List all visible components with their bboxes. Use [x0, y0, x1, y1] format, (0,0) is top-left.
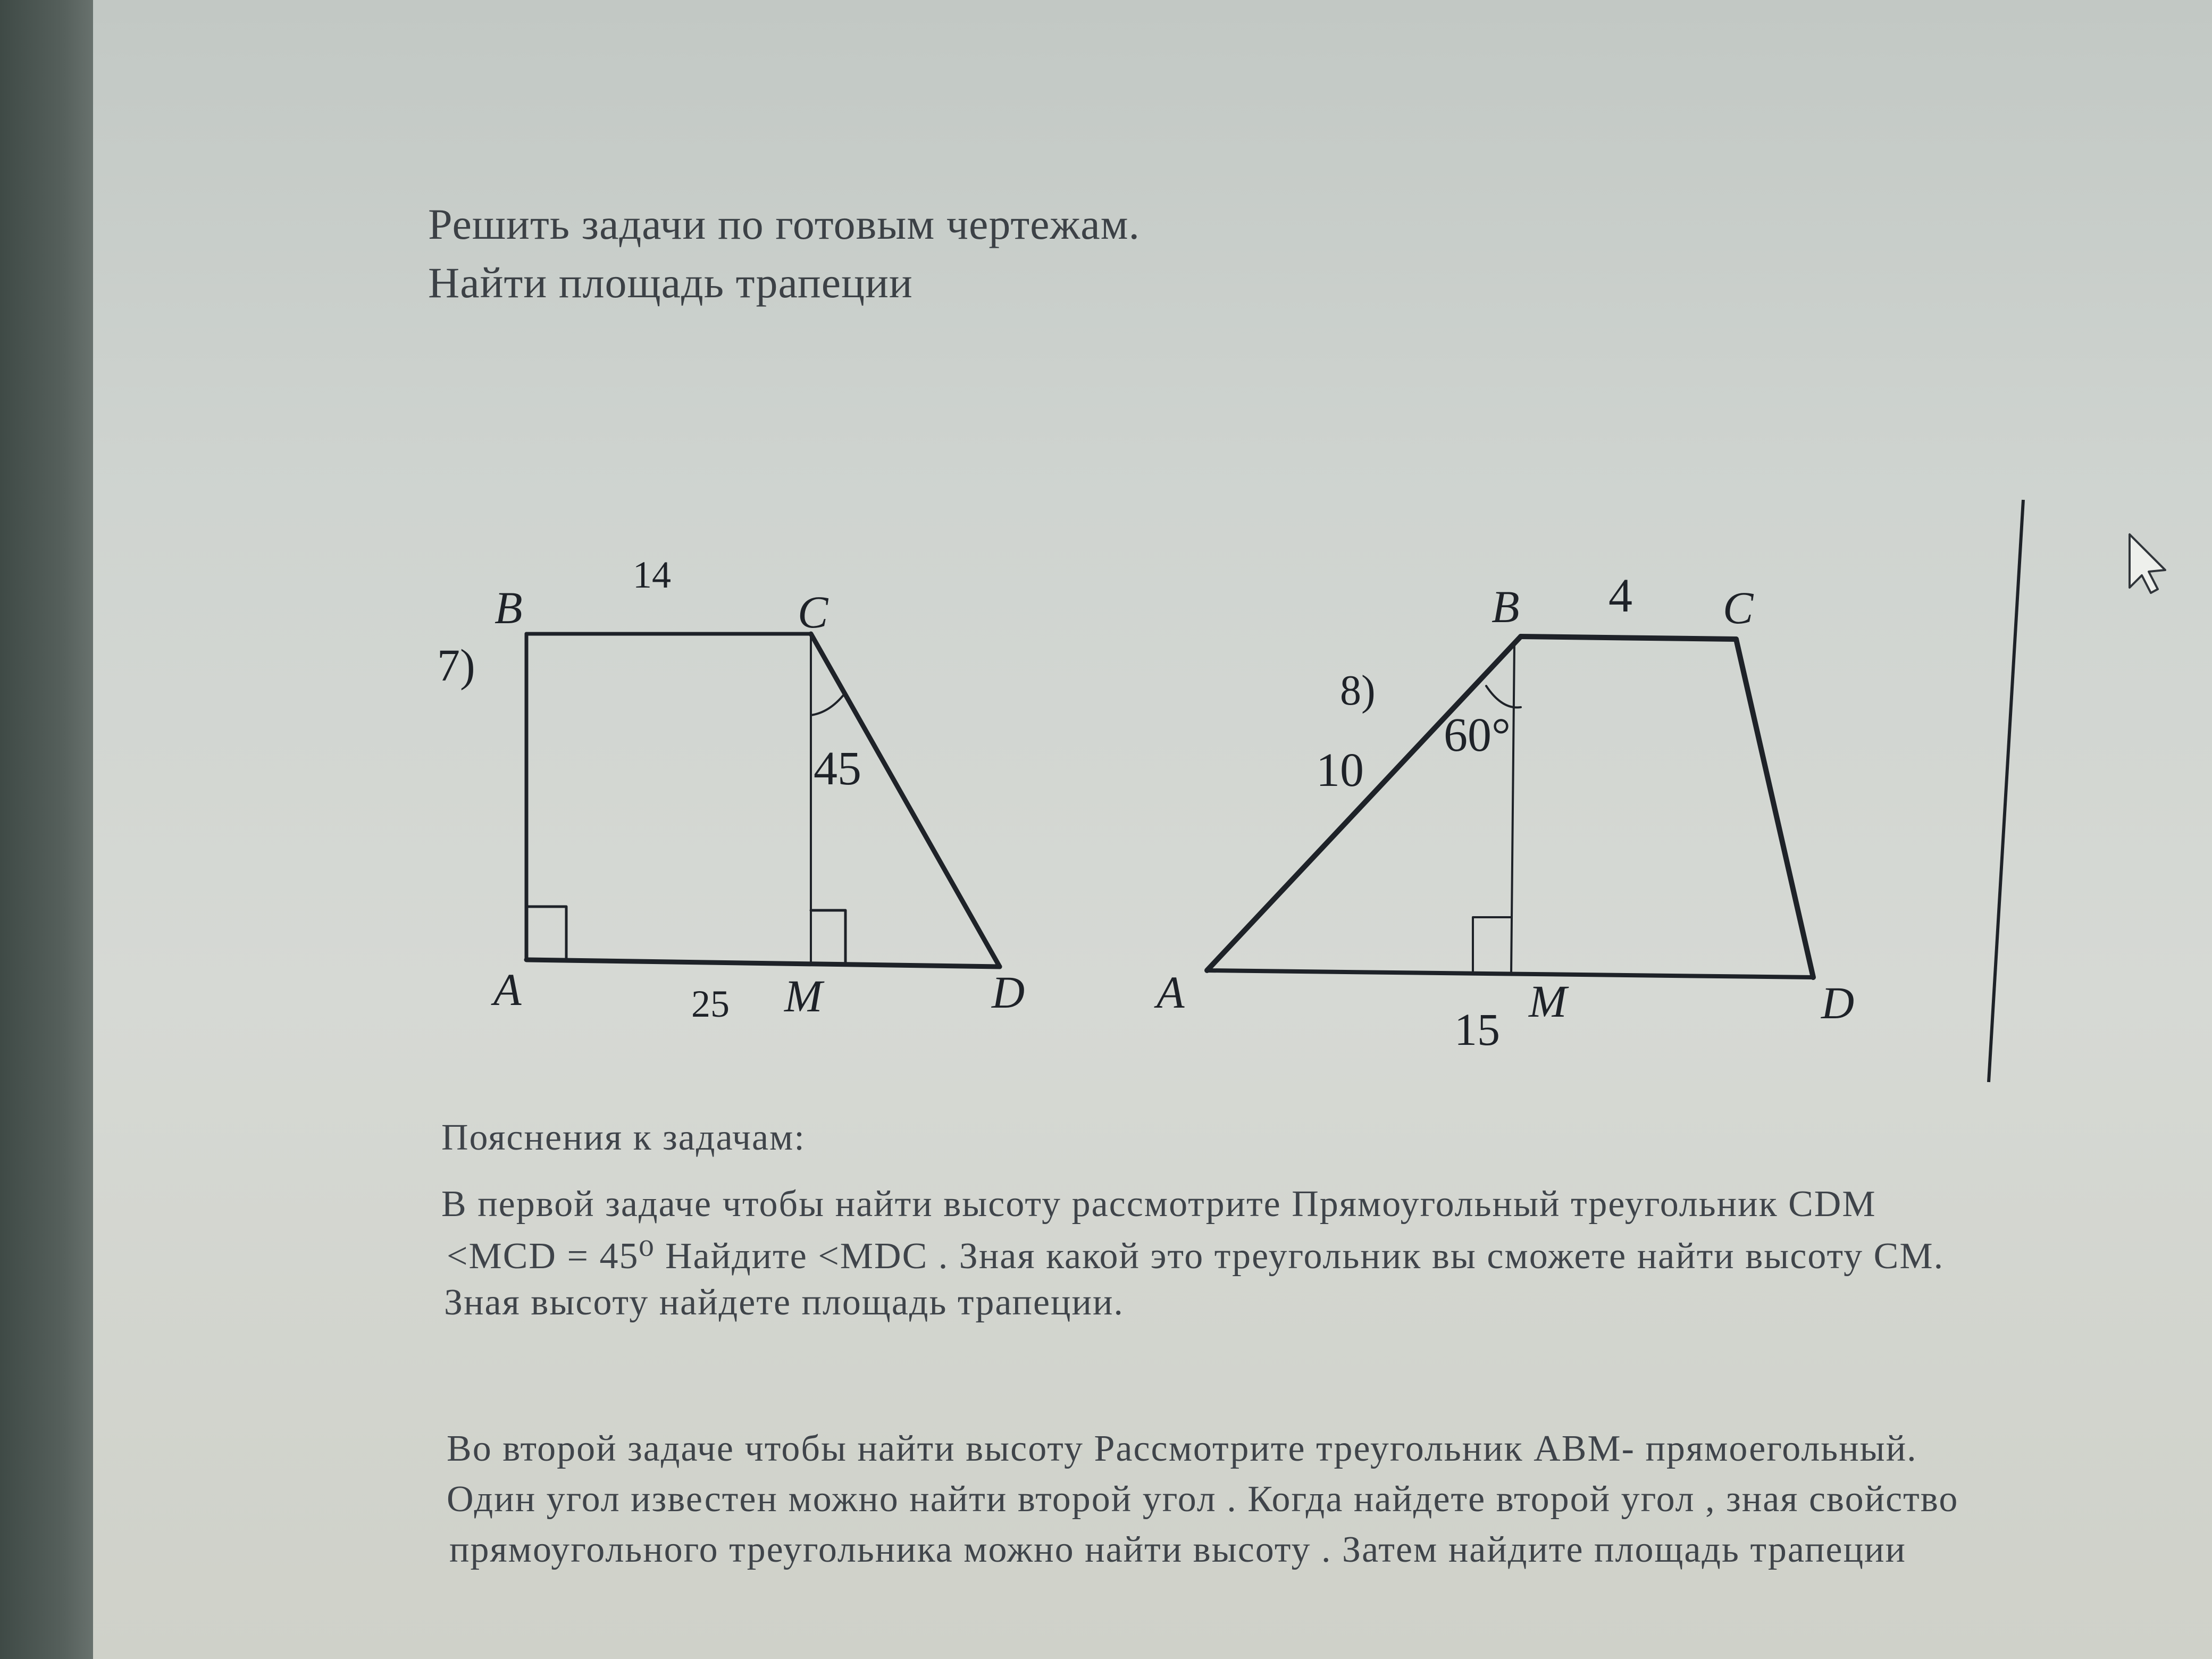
- side-cd-7: [811, 634, 1000, 967]
- right-angle-mark-m-8: [1473, 917, 1511, 974]
- vertex-a-8: A: [1157, 967, 1185, 1018]
- angle-value-8: 60°: [1444, 709, 1511, 761]
- segment-length-am-7: 25: [691, 983, 730, 1025]
- explanation-second-line-2: Один угол известен можно найти второй угол . Когда найдете второй угол , зная свойство: [447, 1479, 1959, 1520]
- angle-value-7: 45: [814, 742, 861, 795]
- base-ad-7: [526, 960, 1000, 967]
- vertex-b-8: B: [1492, 581, 1520, 632]
- task-instruction: Решить задачи по готовым чертежам.: [428, 200, 1140, 248]
- mouse-pointer-icon: [2130, 534, 2165, 593]
- top-base-length-7: 14: [633, 554, 671, 596]
- trapezoid-7: [526, 634, 1000, 967]
- vertex-d-8: D: [1821, 977, 1855, 1028]
- problem-number-7: 7): [437, 640, 475, 691]
- top-base-length-8: 4: [1608, 569, 1632, 622]
- segment-length-am-8: 15: [1454, 1004, 1500, 1055]
- right-angle-mark-a-7: [526, 907, 566, 960]
- explanation-first-line-1: В первой задаче чтобы найти высоту рассмотрите Прямоугольный треугольник CDM: [441, 1184, 1876, 1225]
- vertex-c-8: C: [1723, 582, 1754, 633]
- vertex-m-7: M: [784, 970, 823, 1021]
- vertex-m-8: M: [1529, 976, 1567, 1027]
- angle-arc-c-7: [811, 694, 844, 715]
- height-bm-8: [1511, 643, 1514, 974]
- angle-arc-b-8: [1486, 686, 1521, 708]
- explanation-first-line-2: <MCD = 45⁰ Найдите <MDC . Зная какой это треугольник вы сможете найти высоту CM.: [447, 1236, 1945, 1277]
- right-angle-mark-m-7: [811, 910, 845, 962]
- base-ad-8: [1207, 970, 1813, 977]
- explanation-second-line-3: прямоугольного треугольника можно найти высоту . Затем найдите площадь трапеции: [449, 1529, 1906, 1570]
- vertex-b-7: B: [495, 582, 523, 633]
- base-bc-8: [1521, 636, 1736, 639]
- explanation-first-line-3: Зная высоту найдете площадь трапеции.: [444, 1282, 1124, 1323]
- explanations-heading: Пояснения к задачам:: [441, 1117, 806, 1158]
- vertical-divider: [1989, 500, 2023, 1082]
- explanation-second-line-1: Во второй задаче чтобы найти высоту Рассмотрите треугольник ABM- прямоегольный.: [447, 1428, 1917, 1469]
- side-length-ab-8: 10: [1316, 744, 1364, 797]
- trapezoid-8: [1207, 636, 1813, 977]
- vertex-d-7: D: [992, 967, 1025, 1018]
- vertex-c-7: C: [798, 586, 828, 638]
- vertex-a-7: A: [493, 964, 522, 1015]
- side-cd-8: [1736, 639, 1813, 977]
- problem-number-8: 8): [1340, 667, 1376, 714]
- task-subtitle: Найти площадь трапеции: [428, 258, 913, 307]
